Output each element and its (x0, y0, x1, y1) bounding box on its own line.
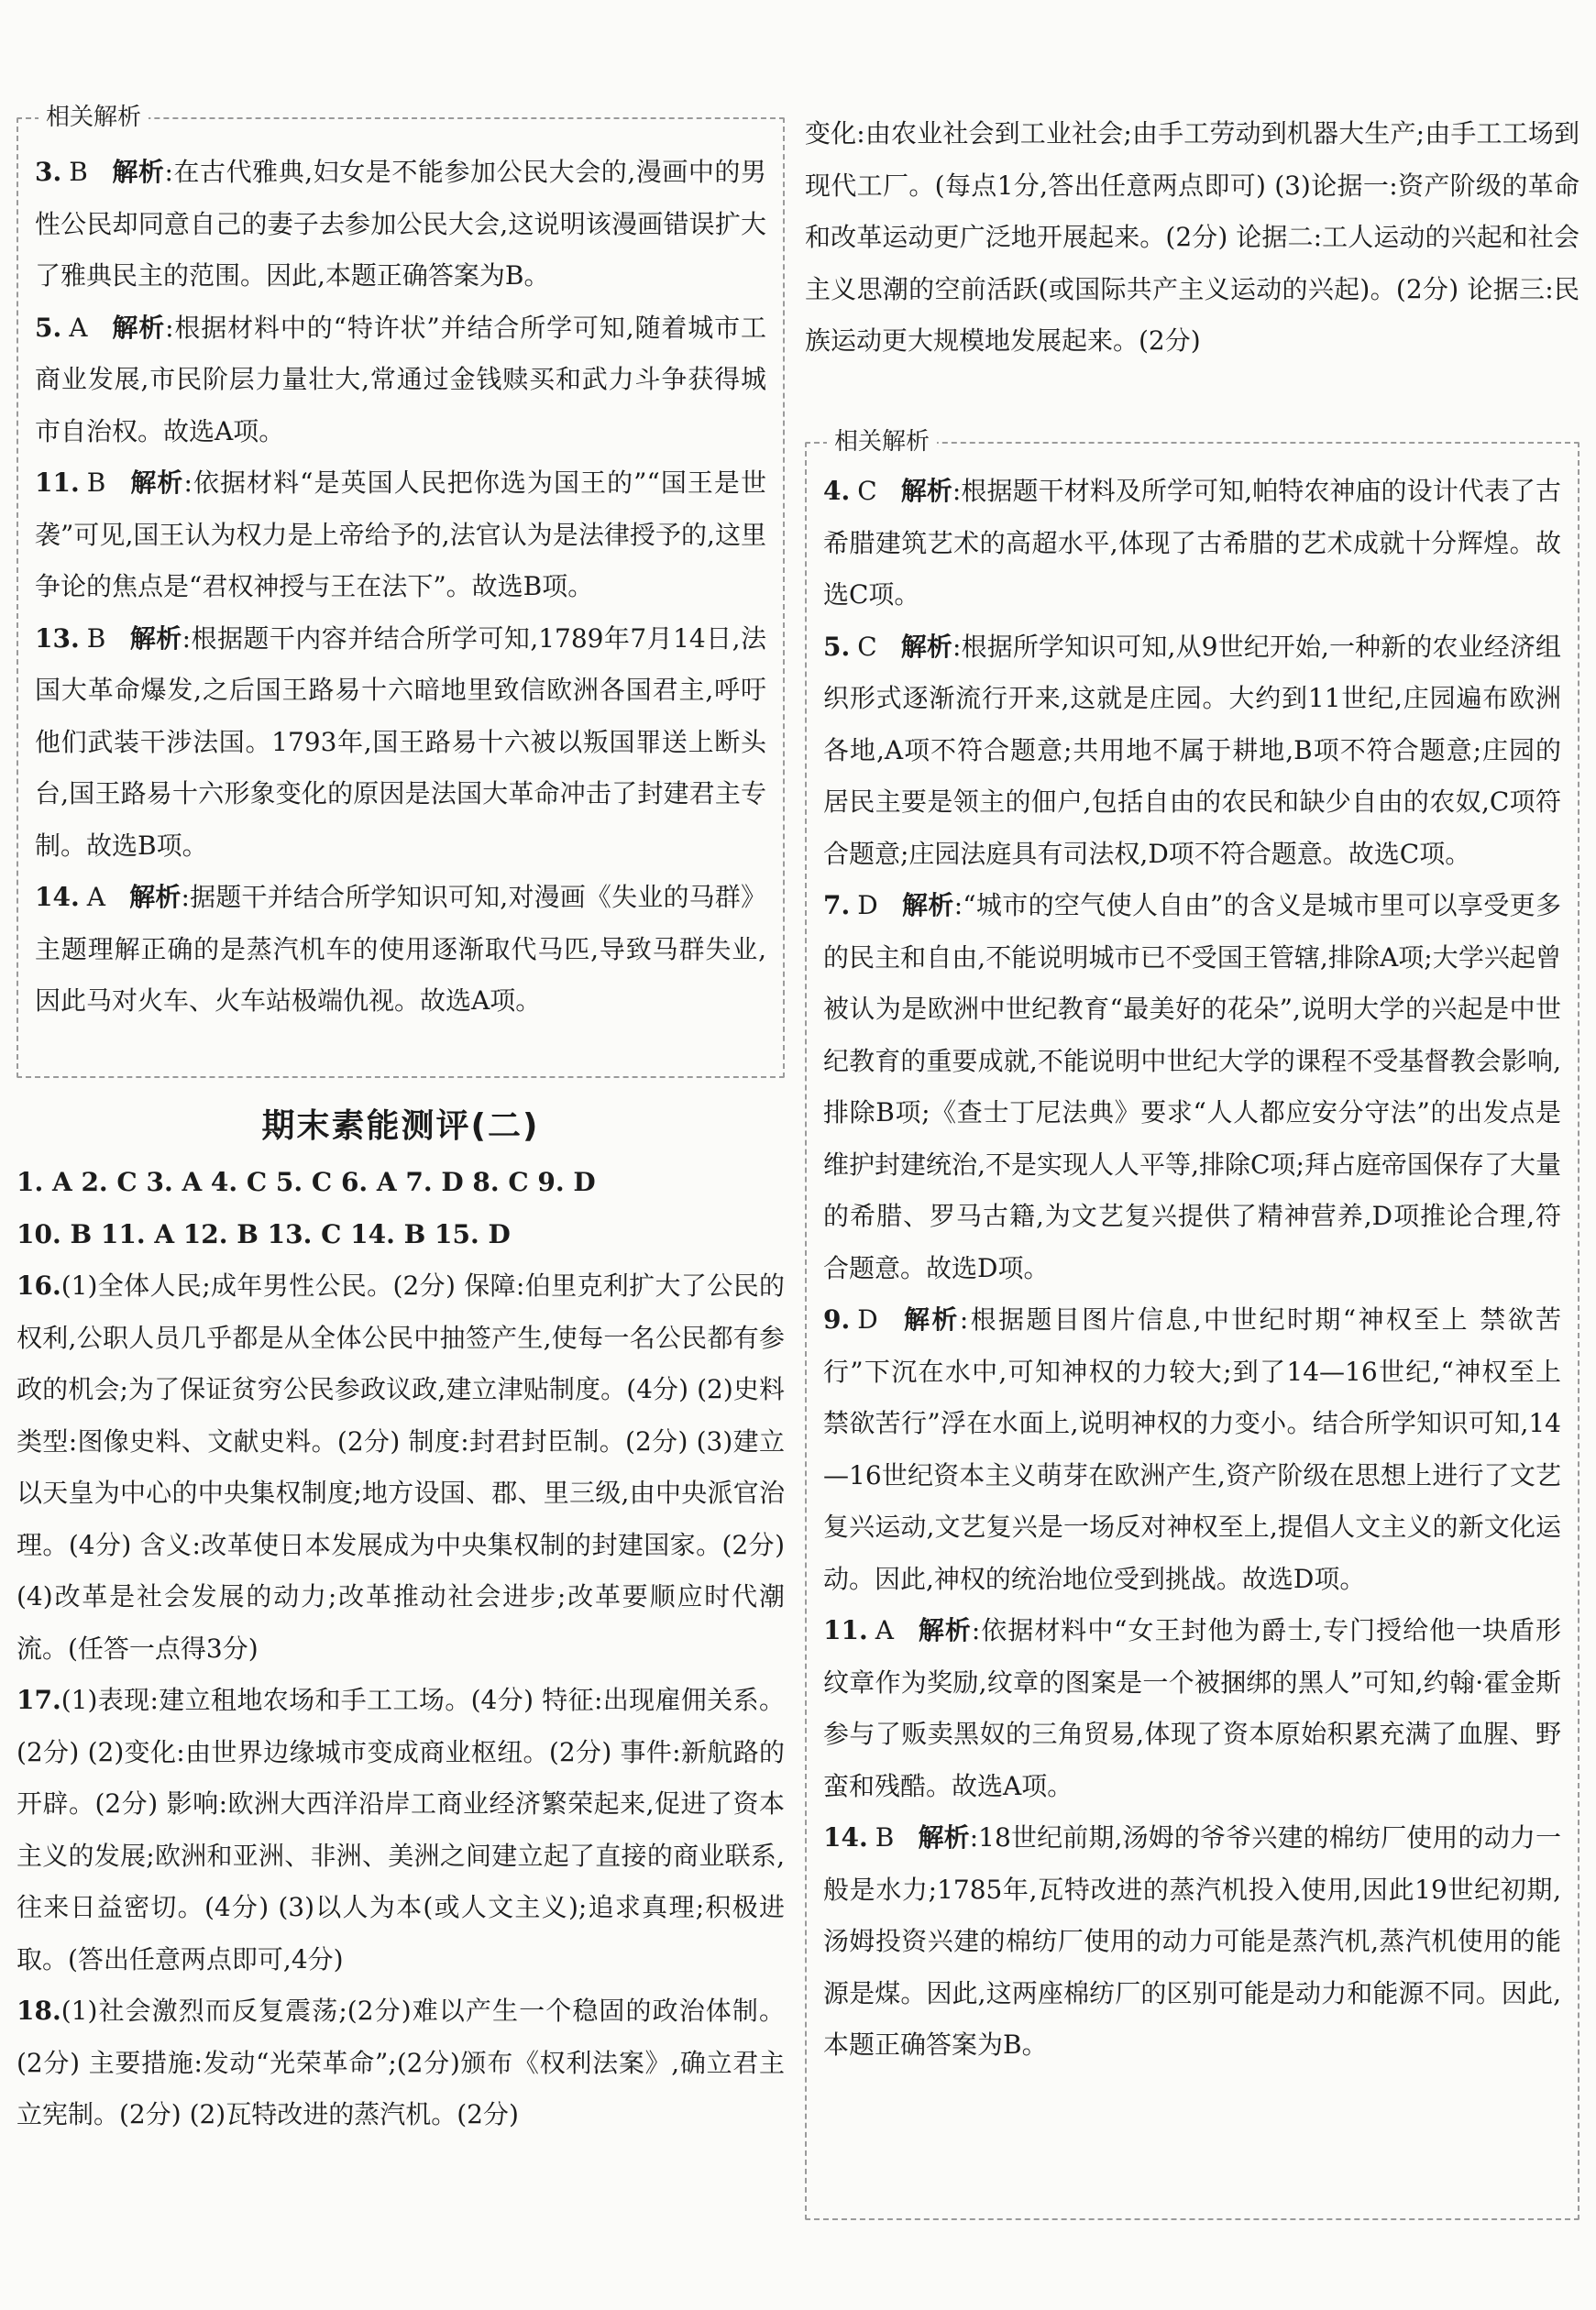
item-text: :“城市的空气使人自由”的含义是城市里可以享受更多的民主和自由,不能说明城市已不受国王管辖,排除A项;大学兴起曾被认为是欧洲中世纪教育“最美好的花朵”,说明大学的兴起是中世纪教育的重要成就,不能说明中世纪大学的课程不受基督教会影响,排除B项;《查士丁尼法典》要求“人人都应安分守法”的出发点是维护封建统治,不是实现人人平等,排除C项;拜占庭帝国保存了大量的希腊、罗马古籍,为文艺复兴提供了精神营养,D项推论合理,符合题意。故选D项。 (823, 890, 1561, 1283)
analysis-item (35, 613, 766, 873)
item-text: :根据所学知识可知,从9世纪开始,一种新的农业经济组织形式逐渐流行开来,这就是庄园。大约到11世纪,庄园遍布欧洲各地,A项不符合题意;共用地不属于耕地,B项不符合题意;庄园的居民主要是领主的佃户,包括自由的农民和缺少自由的农奴,C项符合题意;庄园法庭具有司法权,D项不符合题意。故选C项。 (823, 631, 1561, 869)
item-text: :18世纪前期,汤姆的爷爷兴建的棉纺厂使用的动力一般是水力;1785年,瓦特改进的蒸汽机投入使用,因此19世纪初期,汤姆投资兴建的棉纺厂使用的动力可能是蒸汽机,蒸汽机使用的能源是煤。因此,这两座棉纺厂的区别可能是动力和能源不同。因此,本题正确答案为B。 (823, 1822, 1561, 2060)
analysis-item (823, 1294, 1561, 1605)
analysis-item (823, 1605, 1561, 1812)
item-number: 7. (823, 890, 851, 920)
item-number: 5. (823, 631, 851, 662)
item-number: 3. (35, 157, 62, 187)
right-analysis-list (823, 466, 1561, 2072)
question-16 (17, 1260, 785, 1675)
item-number: 11. (823, 1615, 868, 1645)
item-key-label: 解析 (111, 157, 165, 187)
answers-block (17, 1157, 785, 2141)
item-answer: A (86, 882, 105, 912)
right-analysis-box (805, 428, 1579, 2220)
item-key-label: 解析 (917, 1615, 972, 1645)
left-analysis-box (17, 104, 785, 1078)
item-number: 14. (823, 1822, 868, 1853)
q18-number: 18. (17, 1996, 61, 2026)
item-key-label: 解析 (900, 476, 952, 506)
q17-number: 17. (17, 1685, 61, 1715)
analysis-item (823, 622, 1561, 881)
item-number: 11. (35, 468, 80, 498)
item-answer: A (69, 312, 88, 343)
item-text: :依据材料中“女王封他为爵士,专门授给他一块盾形纹章作为奖励,纹章的图案是一个被捆绑的黑人”可知,约翰·霍金斯参与了贩卖黑奴的三角贸易,体现了资本原始积累充满了血腥、野蛮和残酷。故选A项。 (823, 1615, 1561, 1801)
item-text: :根据题干内容并结合所学可知,1789年7月14日,法国大革命爆发,之后国王路易十六暗地里致信欧洲各国君主,呼吁他们武装干涉法国。1793年,国王路易十六被以叛国罪送上断头台,国王路易十六形象变化的原因是法国大革命冲击了封建君主专制。故选B项。 (35, 622, 766, 861)
q17-text: (1)表现:建立租地农场和手工工场。(4分) 特征:出现雇佣关系。(2分) (2)变化:由世界边缘城市变成商业枢纽。(2分) 事件:新航路的开辟。(2分) 影响:欧洲大西洋沿岸工商业经济繁荣起来,促进了资本主义的发展;欧洲和亚洲、非洲、美洲之间建立起了直接的商业联系,往来日益密切。(4分) (3)以人为本(或人文主义);追求真理;积极进取。(答出任意两点即可,4分) (17, 1685, 785, 1974)
analysis-item (35, 147, 766, 302)
item-answer: B (86, 622, 106, 654)
item-text: :在古代雅典,妇女是不能参加公民大会的,漫画中的男性公民却同意自己的妻子去参加公民大会,这说明该漫画错误扩大了雅典民主的范围。因此,本题正确答案为B。 (35, 157, 766, 291)
item-key-label: 解析 (901, 1304, 960, 1335)
item-text: :据题干并结合所学知识可知,对漫画《失业的马群》主题理解正确的是蒸汽机车的使用逐渐取代马匹,导致马群失业,因此马对火车、火车站极端仇视。故选A项。 (35, 882, 766, 1016)
item-number: 9. (823, 1304, 851, 1335)
item-key-label: 解析 (129, 468, 184, 498)
question-18 (17, 1986, 785, 2141)
item-answer: D (857, 890, 878, 920)
item-number: 5. (35, 312, 62, 343)
q16-text: (1)全体人民;成年男性公民。(2分) 保障:伯里克利扩大了公民的权利,公职人员几乎都是从全体公民中抽签产生,使每一名公民都有参政的机会;为了保证贫穷公民参政议政,建立津贴制度。(4分) (2)史料类型:图像史料、文献史料。(2分) 制度:封君封臣制。(2分) (3)建立以天皇为中心的中央集权制度;地方设国、郡、里三级,由中央派官治理。(4分) 含义:改革使日本发展成为中央集权制的封建国家。(2分) (4)改革是社会发展的动力;改革推动社会进步;改革要顺应时代潮流。(任答一点得3分) (17, 1270, 785, 1664)
item-key-label: 解析 (129, 622, 182, 654)
item-answer: D (857, 1304, 878, 1335)
item-key-label: 解析 (918, 1822, 970, 1853)
item-number: 13. (35, 622, 80, 654)
q16-number: 16. (17, 1270, 61, 1301)
right-top-text: 变化:由农业社会到工业社会;由手工劳动到机器大生产;由手工工场到现代工厂。(每点1分,答出任意两点即可) (3)论据一:资产阶级的革命和改革运动更广泛地开展起来。(2分) 论据二:工人运动的兴起和社会主义思潮的空前活跃(或国际共产主义运动的兴起)。(2分) 论据三:民族运动更大规模地发展起来。(2分) (805, 118, 1579, 356)
analysis-item (35, 457, 766, 613)
item-text: :根据题干材料及所学可知,帕特农神庙的设计代表了古希腊建筑艺术的高超水平,体现了古希腊的艺术成就十分辉煌。故选C项。 (823, 476, 1561, 610)
left-analysis-label: 相关解析 (39, 103, 149, 132)
item-answer: C (857, 631, 877, 662)
item-number: 4. (823, 476, 851, 506)
item-key-label: 解析 (128, 882, 182, 912)
item-answer: B (69, 157, 88, 187)
item-answer: B (875, 1822, 895, 1853)
analysis-item (823, 1812, 1561, 2072)
item-answer: A (875, 1615, 894, 1645)
choices-line-2: 10. B 11. A 12. B 13. C 14. B 15. D (17, 1218, 511, 1249)
analysis-item (823, 880, 1561, 1294)
item-key-label: 解析 (900, 631, 953, 662)
item-key-label: 解析 (901, 890, 954, 920)
left-analysis-list (35, 147, 766, 1028)
choices-line-1: 1. A 2. C 3. A 4. C 5. C 6. A 7. D 8. C 9. D (17, 1167, 596, 1197)
item-key-label: 解析 (111, 312, 166, 343)
right-top-block (805, 108, 1579, 368)
item-text: :根据材料中的“特许状”并结合所学可知,随着城市工商业发展,市民阶层力量壮大,常通过金钱赎买和武力斗争获得城市自治权。故选A项。 (35, 312, 766, 446)
section-title: 期末素能测评(二) (261, 1107, 540, 1145)
analysis-item (35, 302, 766, 458)
question-17 (17, 1675, 785, 1986)
analysis-item (823, 466, 1561, 622)
analysis-item (35, 872, 766, 1028)
item-text: :依据材料“是英国人民把你选为国王的”“国王是世袭”可见,国王认为权力是上帝给予的,法官认为是法律授予的,这里争论的焦点是“君权神授与王在法下”。故选B项。 (35, 468, 766, 601)
right-analysis-label: 相关解析 (827, 427, 937, 456)
item-number: 14. (35, 882, 80, 912)
item-text: :根据题目图片信息,中世纪时期“神权至上 禁欲苦行”下沉在水中,可知神权的力较大;到了14—16世纪,“神权至上 禁欲苦行”浮在水面上,说明神权的力变小。结合所学知识可知,14—16世纪资本主义萌芽在欧洲产生,资产阶级在思想上进行了文艺复兴运动,文艺复兴是一场反对神权至上,提倡人文主义的新文化运动。因此,神权的统治地位受到挑战。故选D项。 (823, 1304, 1561, 1594)
item-answer: B (86, 468, 106, 498)
item-answer: C (857, 476, 877, 506)
q18-text: (1)社会激烈而反复震荡;(2分)难以产生一个稳固的政治体制。(2分) 主要措施:发动“光荣革命”;(2分)颁布《权利法案》,确立君主立宪制。(2分) (2)瓦特改进的蒸汽机。(2分) (17, 1996, 785, 2129)
